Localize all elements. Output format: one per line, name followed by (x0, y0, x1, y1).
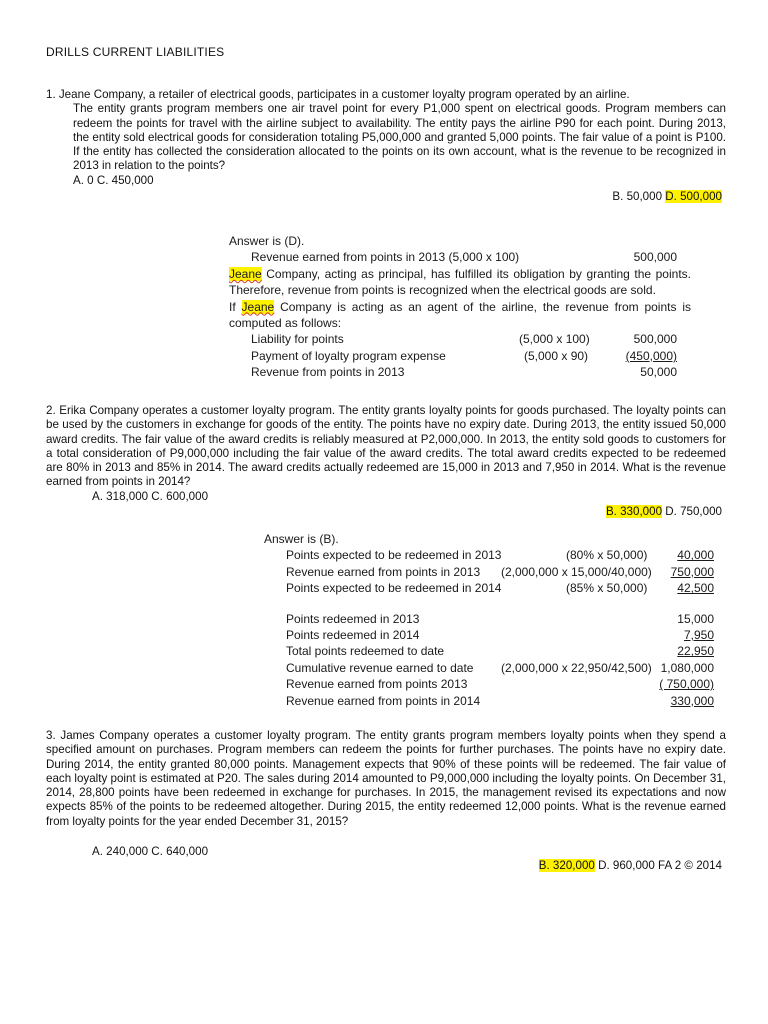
answer-2-row-value: 15,000 (677, 611, 714, 626)
answer-2-row-value: 330,000 (670, 693, 714, 708)
question-3-choices-bd (539, 859, 722, 872)
answer-2-heading: Answer is (B). (264, 532, 339, 546)
answer-2-row-label: Points redeemed in 2013 (286, 611, 420, 626)
answer-1-agent-note: If Jeane Company is acting as an agent of the airline, the revenue from points is computed as follows: (229, 299, 691, 330)
question-1-choices-bd (612, 190, 722, 203)
answer-1-row-label: Revenue from points in 2013 (251, 365, 405, 380)
answer-2-row-label: Total points redeemed to date (286, 644, 445, 659)
answer-1-heading: Answer is (D). (229, 234, 305, 248)
question-2-choice-d: D. 750,000 (665, 505, 722, 518)
question-3 (46, 729, 726, 829)
answer-1-principal-note: Jeane Company, acting as principal, has fulfilled its obligation by granting the points. Therefore, revenue from points is recognized when the electrical goods are sold. (229, 266, 691, 298)
question-2-choices-bd (606, 505, 722, 518)
answer-2-row-label: Cumulative revenue earned to date (286, 660, 474, 675)
answer-1-row-label: Payment of loyalty program expense (251, 348, 446, 363)
answer-1-row-label: Liability for points (251, 332, 344, 347)
question-3-choice-b-highlighted: B. 320,000 (538, 859, 595, 872)
question-2-choices-ac: A. 318,000 C. 600,000 (92, 490, 209, 503)
answer-1-revenue-value: 500,000 (633, 250, 677, 265)
question-1-first-line: 1. Jeane Company, a retailer of electrical goods, participates in a customer loyalty program operated by an airline. (46, 88, 630, 101)
answer-2-row-value: 750,000 (670, 564, 714, 579)
answer-2-row-value: 1,080,000 (660, 660, 714, 675)
answer-2-row-calc: (2,000,000 x 15,000/40,000) (501, 564, 652, 579)
answer-2-row-value: 22,950 (677, 644, 714, 659)
question-1-choices-ac: A. 0 C. 450,000 (73, 174, 154, 187)
answer-2-row-label: Points expected to be redeemed in 2014 (286, 581, 502, 596)
question-3-choice-d-footer: D. 960,000 FA 2 © 2014 (594, 859, 722, 872)
answer-2-row-value: ( 750,000) (659, 677, 714, 692)
answer-2-row-value: 42,500 (677, 581, 714, 596)
document-title: DRILLS CURRENT LIABILITIES (46, 45, 225, 59)
answer-1-company-name: Jeane (229, 266, 262, 281)
answer-2-row-label: Revenue earned from points in 2013 (286, 564, 481, 579)
question-1-answer (229, 233, 691, 381)
question-1-choice-d-highlighted: D. 500,000 (665, 190, 722, 203)
answer-1-revenue-label: Revenue earned from points in 2013 (5,000 x 100) (251, 250, 520, 265)
answer-1-row-value: 50,000 (640, 365, 677, 380)
answer-2-row-value: 7,950 (683, 627, 714, 642)
answer-2-row-value: 40,000 (677, 548, 714, 563)
question-3-choices-ac: A. 240,000 C. 640,000 (92, 845, 209, 858)
answer-2-row-calc: (2,000,000 x 22,950/42,500) (501, 660, 652, 675)
question-1 (46, 88, 726, 174)
answer-2-row-label: Revenue earned from points 2013 (286, 677, 468, 692)
answer-1-row-calc: (5,000 x 100) (519, 332, 590, 347)
question-1-choice-b: B. 50,000 (612, 190, 663, 203)
answer-2-row-label: Points redeemed in 2014 (286, 627, 420, 642)
answer-1-row-calc: (5,000 x 90) (524, 348, 589, 363)
answer-1-row-value: (450,000) (625, 348, 677, 363)
question-2-body: 2. Erika Company operates a customer loyalty program. The entity grants loyalty points for goods purchased. The loyalty points can be used by the customers in exchange for goods of the entity. The points have no expiry date. During 2013, the entity issued 50,000 award credits. The fair value of the award credits is reliably measured at P2,000,000. In 2013, the entity sold goods to customers for a total consideration of P9,000,000 including the fair value of the award credits. The total award credits expected to be redeemed are 80% in 2013 and 85% in 2014. The award credits actually redeemed are 15,000 in 2013 and 7,950 in 2014. What is the revenue earned from points in 2014? (46, 404, 726, 489)
question-3-body: 3. James Company operates a customer loyalty program. The entity grants program members loyalty points when they spend a specified amount on purchases. Program members can redeem the points for further purchases. The points have no expiry date. During 2014, the entity granted 80,000 points. Management expects that 90% of these points will be redeemed. The fair value of each loyalty point is estimated at P20. The sales during 2014 amounted to P9,000,000 including the loyalty points. On December 31, 2014, 28,800 points have been redeemed in exchange for purchases. In 2015, the management revised its expectations and now expects 85% of the points to be redeemed altogether. During 2015, the entity redeemed 12,000 points. What is the revenue earned from loyalty points for the year ended December 31, 2015? (46, 729, 726, 828)
question-2 (46, 404, 726, 490)
answer-1-row-value: 500,000 (633, 332, 677, 347)
answer-2-row-calc: (80% x 50,000) (566, 548, 648, 563)
question-2-choice-b-highlighted: B. 330,000 (605, 505, 663, 518)
answer-1-company-name-2: Jeane (241, 299, 275, 314)
answer-2-row-calc: (85% x 50,000) (566, 581, 648, 596)
answer-2-row-label: Revenue earned from points in 2014 (286, 693, 481, 708)
question-2-answer (264, 531, 714, 709)
question-1-body: The entity grants program members one air travel point for every P1,000 spent on electrical goods. Program members can redeem the points for travel with the airline subject to availability. The entity pays the airline P90 for each point. During 2013, the entity sold electrical goods for consideration totaling P5,000,000 and granted 5,000 points. The fair value of a point is P100. If the entity has collected the consideration allocated to the points on its own account, what is the revenue to be recognized in 2013 in relation to the points? (73, 102, 726, 173)
answer-2-row-label: Points expected to be redeemed in 2013 (286, 548, 502, 563)
